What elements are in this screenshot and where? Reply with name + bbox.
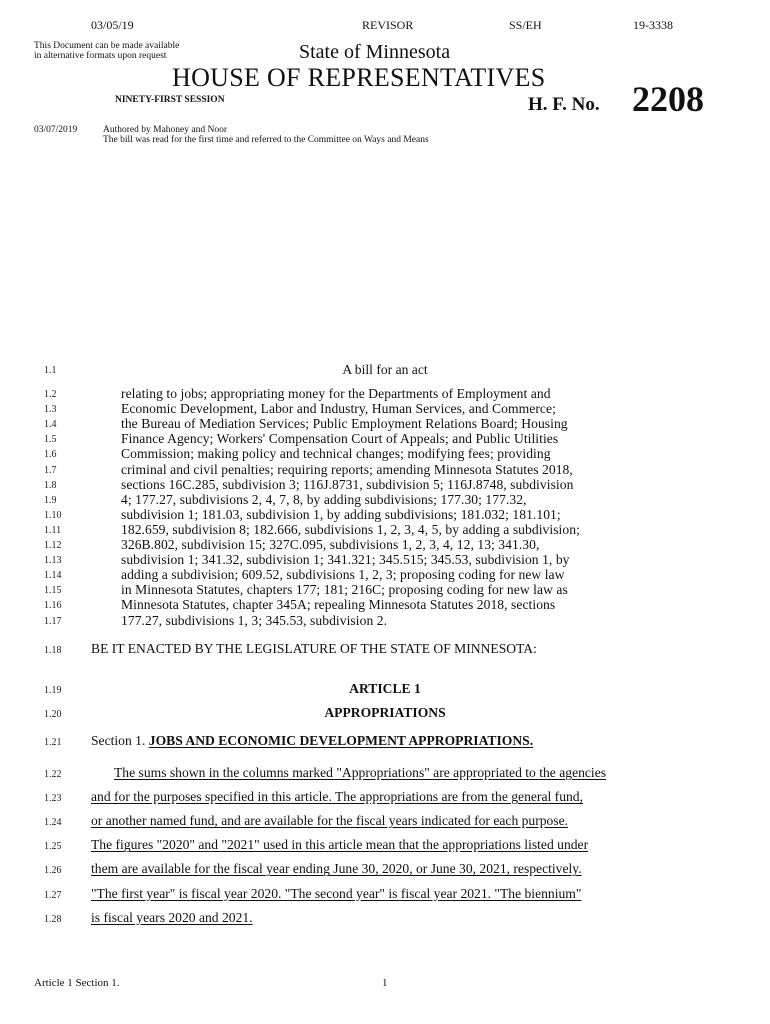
- section-body-line: is fiscal years 2020 and 2021.: [91, 909, 253, 925]
- line-number: 1.17: [44, 615, 62, 627]
- header-revisor: REVISOR: [362, 18, 414, 32]
- line-number: 1.14: [44, 570, 62, 582]
- line-number: 1.16: [44, 600, 62, 612]
- alt-format-notice-line-2: in alternative formats upon request: [34, 51, 167, 61]
- section-body-line: "The first year" is fiscal year 2020. "The second year" is fiscal year 2021. "The biennium": [91, 885, 582, 901]
- bill-description-line: criminal and civil penalties; requiring reports; amending Minnesota Statutes 2018,: [121, 461, 573, 477]
- line-number: 1.23: [44, 793, 62, 805]
- line-number: 1.19: [44, 685, 62, 696]
- bill-description-line: the Bureau of Mediation Services; Public Employment Relations Board; Housing: [121, 416, 568, 432]
- header-doc-number: 19-3338: [633, 18, 673, 32]
- line-number: 1.12: [44, 540, 62, 551]
- bill-description-line: adding a subdivision; 609.52, subdivisions 1, 2, 3; proposing coding for new law: [121, 567, 565, 583]
- page-number: 1: [382, 977, 388, 989]
- alt-format-notice-line-1: This Document can be made available: [34, 41, 180, 51]
- section-prefix: Section 1.: [91, 733, 146, 748]
- line-number: 1.3: [44, 404, 57, 416]
- footer-label: Article 1 Section 1.: [34, 977, 120, 989]
- article-heading: ARTICLE 1: [349, 681, 421, 696]
- section-body-line: The figures "2020" and "2021" used in this article mean that the appropriations listed under: [91, 837, 589, 853]
- hf-label: H. F. No.: [528, 94, 600, 115]
- bill-description-line: 182.659, subdivision 8; 182.666, subdivisions 1, 2, 3, 4, 5, by adding a subdivision;: [121, 521, 580, 537]
- session-label: NINETY-FIRST SESSION: [115, 95, 225, 105]
- section-heading: [91, 733, 533, 749]
- house-title: HOUSE OF REPRESENTATIVES: [172, 63, 546, 92]
- line-number: 1.2: [44, 389, 57, 400]
- section-body-line: and for the purposes specified in this article. The appropriations are from the general fund,: [91, 789, 583, 805]
- bill-description-line: Minnesota Statutes, chapter 345A; repealing Minnesota Statutes 2018, sections: [121, 597, 556, 613]
- line-number: 1.27: [44, 889, 62, 901]
- line-number: 1.11: [44, 524, 62, 536]
- bill-title: A bill for an act: [342, 362, 428, 377]
- line-number: 1.1: [44, 365, 57, 376]
- line-number: 1.15: [44, 585, 62, 597]
- line-number: 1.28: [44, 913, 62, 925]
- line-number: 1.10: [44, 509, 62, 521]
- bill-description-line: 4; 177.27, subdivisions 2, 4, 7, 8, by adding subdivisions; 177.30; 177.32,: [121, 491, 527, 507]
- article-title: APPROPRIATIONS: [324, 705, 446, 720]
- bill-description-line: Finance Agency; Workers' Compensation Court of Appeals; and Public Utilities: [121, 431, 559, 447]
- line-number: 1.25: [44, 841, 62, 853]
- line-number: 1.22: [44, 769, 62, 780]
- section-title: JOBS AND ECONOMIC DEVELOPMENT APPROPRIATIONS.: [148, 733, 534, 748]
- line-number: 1.26: [44, 865, 62, 877]
- bill-description-line: in Minnesota Statutes, chapters 177; 181; 216C; proposing coding for new law as: [121, 582, 568, 598]
- bill-description-line: 177.27, subdivisions 1, 3; 345.53, subdivision 2.: [121, 612, 388, 628]
- line-number: 1.4: [44, 419, 57, 431]
- bill-description-line: subdivision 1; 341.32, subdivision 1; 341.321; 345.515; 345.53, subdivision 1, by: [121, 552, 570, 568]
- section-body-line: The sums shown in the columns marked "Appropriations" are appropriated to the agencies: [114, 765, 607, 780]
- history-referral: The bill was read for the first time and referred to the Committee on Ways and Means: [103, 135, 429, 145]
- hf-number: 2208: [632, 79, 704, 119]
- bill-description-line: Commission; making policy and technical changes; modifying fees; providing: [121, 446, 551, 462]
- line-number: 1.9: [44, 494, 57, 506]
- history-authors: Authored by Mahoney and Noor: [103, 125, 228, 135]
- section-body-line: or another named fund, and are available for the fiscal years indicated for each purpose.: [91, 813, 569, 829]
- history-date: 03/07/2019: [34, 125, 78, 135]
- header-date: 03/05/19: [91, 18, 134, 32]
- state-title: State of Minnesota: [299, 41, 451, 63]
- line-number: 1.8: [44, 479, 57, 491]
- bill-description-line: subdivision 1; 181.03, subdivision 1, by adding subdivisions; 181.032; 181.101;: [121, 506, 561, 522]
- line-number: 1.18: [44, 645, 62, 656]
- line-number: 1.7: [44, 464, 57, 476]
- section-body-line: them are available for the fiscal year ending June 30, 2020, or June 30, 2021, respectively.: [91, 861, 582, 877]
- bill-description-line: 326B.802, subdivision 15; 327C.095, subdivisions 1, 2, 3, 4, 12, 13; 341.30,: [121, 537, 540, 552]
- enacting-clause: BE IT ENACTED BY THE LEGISLATURE OF THE STATE OF MINNESOTA:: [91, 641, 537, 656]
- bill-description-line: sections 16C.285, subdivision 3; 116J.8731, subdivision 5; 116J.8748, subdivision: [121, 476, 574, 492]
- line-number: 1.24: [44, 817, 62, 829]
- line-number: 1.5: [44, 434, 57, 446]
- line-number: 1.20: [44, 709, 62, 720]
- bill-description-line: relating to jobs; appropriating money for the Departments of Employment and: [121, 386, 551, 401]
- line-number: 1.13: [44, 555, 62, 567]
- line-number: 1.21: [44, 737, 62, 748]
- header-initials: SS/EH: [509, 18, 542, 32]
- line-number: 1.6: [44, 449, 57, 461]
- bill-description-line: Economic Development, Labor and Industry, Human Services, and Commerce;: [121, 401, 556, 417]
